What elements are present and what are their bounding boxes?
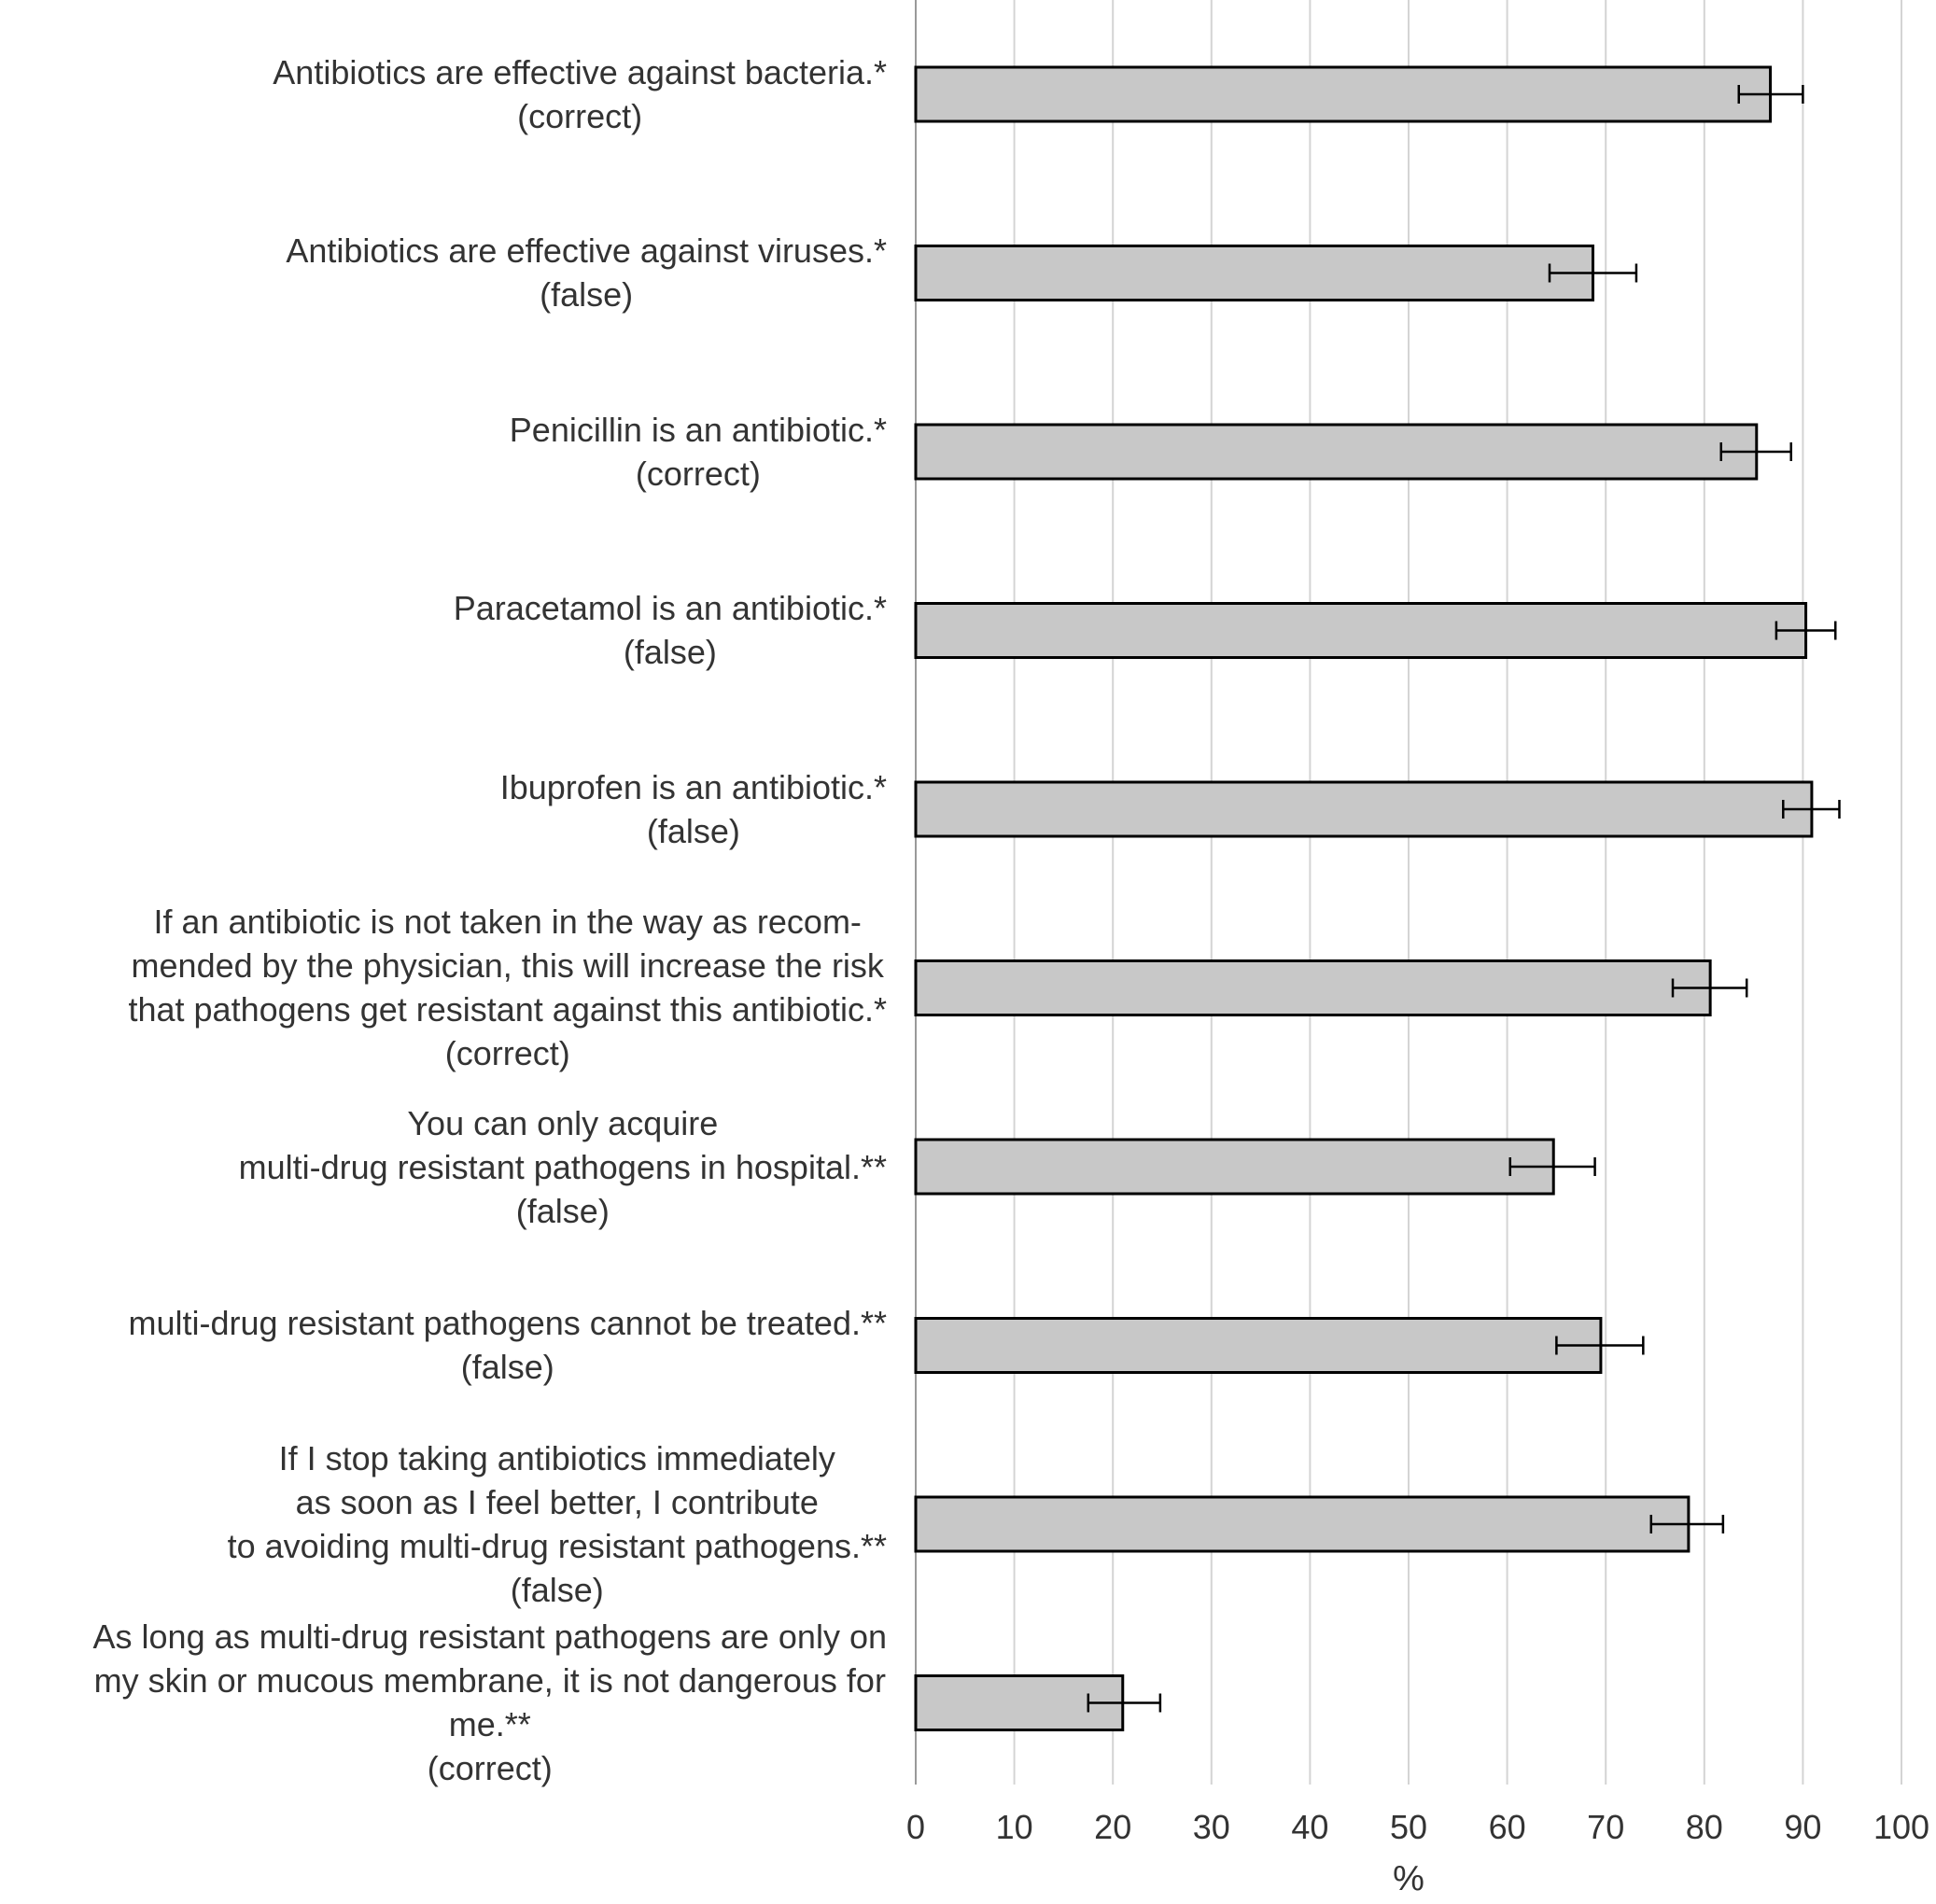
x-tick-label: 50 — [1389, 1808, 1428, 1846]
x-tick-label: 20 — [1094, 1808, 1132, 1846]
category-label-line: that pathogens get resistant against this antibiotic.* — [128, 990, 887, 1029]
category-label-line: As long as multi-drug resistant pathogens are only on — [92, 1617, 887, 1656]
bar — [916, 961, 1710, 1015]
error-bars — [1088, 85, 1840, 1713]
category-label — [0, 586, 887, 674]
category-label-line: multi-drug resistant pathogens in hospital.** — [238, 1147, 887, 1186]
category-label-line: (correct) — [635, 454, 761, 493]
x-tick-label: 90 — [1784, 1808, 1822, 1846]
category-label-line: mended by the physician, this will increase the risk — [131, 946, 884, 985]
category-label-line: (correct) — [444, 1034, 570, 1072]
category-label — [0, 50, 887, 138]
category-label-line: to avoiding multi-drug resistant pathogens.** — [227, 1526, 887, 1565]
x-tick-label: 70 — [1587, 1808, 1625, 1846]
category-label-line: me.** — [448, 1705, 531, 1743]
category-label-line: (false) — [510, 1570, 604, 1609]
bar — [916, 1319, 1601, 1373]
category-label — [0, 1436, 887, 1612]
category-label-line: Antibiotics are effective against bacteria.* — [273, 52, 887, 91]
bar — [916, 782, 1812, 836]
bars — [916, 67, 1812, 1730]
category-label-line: multi-drug resistant pathogens cannot be treated.** — [128, 1304, 887, 1342]
category-label-line: If I stop taking antibiotics immediately — [278, 1438, 835, 1477]
category-label — [0, 229, 887, 316]
category-label — [0, 765, 887, 853]
bar — [916, 1140, 1553, 1194]
category-label-line: (correct) — [427, 1749, 553, 1787]
category-label-line: (false) — [646, 811, 740, 850]
x-axis-title: % — [1393, 1859, 1424, 1898]
x-tick-label: 80 — [1685, 1808, 1723, 1846]
category-label-line: (false) — [623, 633, 717, 671]
category-label — [0, 408, 887, 496]
category-label-line: (false) — [515, 1191, 610, 1230]
category-label-line: my skin or mucous membrane, it is not dangerous for — [93, 1661, 886, 1700]
category-label-line: (false) — [460, 1348, 554, 1386]
x-axis — [906, 1808, 1929, 1846]
category-label-line: Penicillin is an antibiotic.* — [509, 410, 887, 449]
category-label-line: Ibuprofen is an antibiotic.* — [499, 767, 887, 806]
x-tick-label: 0 — [905, 1808, 926, 1846]
x-tick-label: 100 — [1873, 1808, 1930, 1846]
x-tick-label: 60 — [1488, 1808, 1526, 1846]
category-label-line: (correct) — [517, 96, 643, 135]
category-label-line: If an antibiotic is not taken in the way as recom- — [153, 903, 862, 941]
category-label-line: as soon as I feel better, I contribute — [295, 1482, 819, 1521]
category-label-line: (false) — [540, 275, 634, 314]
category-label-line: Antibiotics are effective against viruses.* — [286, 231, 887, 270]
category-label-line: You can only acquire — [407, 1103, 719, 1142]
bar — [916, 246, 1592, 301]
bar — [916, 67, 1771, 121]
category-label — [0, 900, 887, 1075]
category-label-line: Paracetamol is an antibiotic.* — [453, 589, 887, 627]
x-tick-label: 10 — [995, 1808, 1033, 1846]
bar — [916, 1497, 1689, 1551]
x-tick-label: 40 — [1291, 1808, 1329, 1846]
x-tick-label: 30 — [1192, 1808, 1230, 1846]
category-label — [0, 1301, 887, 1389]
bar — [916, 425, 1757, 479]
category-label — [0, 1615, 887, 1790]
category-label — [0, 1101, 887, 1233]
bar — [916, 604, 1806, 658]
